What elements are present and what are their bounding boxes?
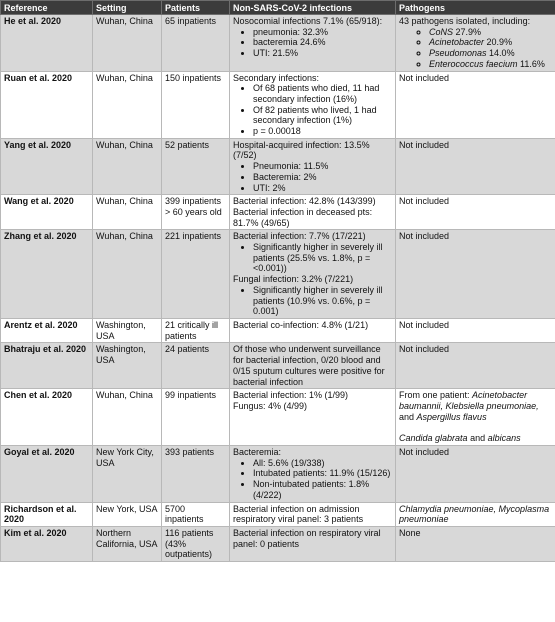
table-row (1, 230, 555, 319)
spacer (399, 422, 552, 433)
reference-cell: Richardson et al. 2020 (1, 502, 93, 526)
pathogens-conjunction: and (399, 411, 417, 422)
list-item: • Significantly higher in severely ill patients (25.5% vs. 1.8%, p = <0.001)) (253, 242, 392, 274)
header-infections: Non-SARS-CoV-2 infections (230, 1, 396, 15)
setting-cell: Wuhan, China (93, 71, 162, 138)
reference-cell: Arentz et al. 2020 (1, 318, 93, 342)
pathogens-line (399, 433, 552, 444)
pathogens-conjunction: and (467, 433, 488, 444)
reference-cell: Ruan et al. 2020 (1, 71, 93, 138)
pathogen-name: Pseudomonas (429, 48, 487, 59)
setting-cell: Northern California, USA (93, 526, 162, 561)
pathogens-intro: 43 pathogens isolated, including: (399, 16, 531, 26)
pathogen-pct: 20.9% (484, 37, 513, 48)
infections-line: Bacterial infection: 1% (1/99) (233, 390, 349, 401)
reference-cell: Goyal et al. 2020 (1, 446, 93, 503)
patients-cell: 5700 inpatients (162, 502, 230, 526)
infections-cell (230, 230, 396, 319)
infections-cell (230, 71, 396, 138)
list-item: • Of 82 patients who lived, 1 had secondary infection (1%) (253, 105, 392, 126)
pathogens-cell: Not included (396, 343, 555, 389)
infections-cell: Bacterial infection on respiratory viral panel: 0 patients (230, 526, 396, 561)
infections-intro: Bacterial infection: 7.7% (17/221) (233, 231, 366, 242)
patients-cell: 150 inpatients (162, 71, 230, 138)
pathogens-cell: Not included (396, 446, 555, 503)
pathogens-cell: None (396, 526, 555, 561)
pathogens-cell: Not included (396, 318, 555, 342)
list-item: • Of 68 patients who died, 11 had secondary infection (16%) (253, 83, 392, 104)
infections-cell (230, 15, 396, 72)
infections-line: Bacterial infection: 42.8% (143/399) (233, 196, 376, 207)
pathogens-list (399, 27, 552, 70)
list-item: • bacteremia 24.6% (253, 37, 392, 48)
table-row (1, 15, 555, 72)
infections-intro: Hospital-acquired infection: 13.5% (7/52) (233, 139, 370, 161)
infections-cell: Bacterial co-infection: 4.8% (1/21) (230, 318, 396, 342)
pathogen-name: CoNS (429, 26, 454, 37)
infections-line: Fungus: 4% (4/99) (233, 400, 308, 411)
setting-cell: Washington, USA (93, 343, 162, 389)
pathogens-line (399, 390, 552, 422)
reference-cell: Chen et al. 2020 (1, 389, 93, 446)
header-reference: Reference (1, 1, 93, 15)
pathogens-cell: Not included (396, 71, 555, 138)
list-item (429, 37, 552, 48)
list-item: • All: 5.6% (19/338) (253, 458, 392, 469)
header-patients: Patients (162, 1, 230, 15)
infections-intro: Secondary infections: (233, 72, 320, 83)
patients-cell: 21 critically ill patients (162, 318, 230, 342)
table-row (1, 318, 555, 342)
setting-cell: Wuhan, China (93, 138, 162, 195)
pathogens-cell: Not included (396, 230, 555, 319)
table-row (1, 138, 555, 195)
list-item (429, 27, 552, 38)
patients-cell: 393 patients (162, 446, 230, 503)
infections-cell (230, 138, 396, 195)
setting-cell: Wuhan, China (93, 389, 162, 446)
list-item (429, 59, 552, 70)
table-row (1, 526, 555, 561)
table-row (1, 343, 555, 389)
infections-intro: Fungal infection: 3.2% (7/221) (233, 274, 354, 285)
list-item: • Pneumonia: 11.5% (253, 161, 392, 172)
reference-cell: Yang et al. 2020 (1, 138, 93, 195)
list-item: • Bacteremia: 2% (253, 172, 392, 183)
pathogen-name: Enterococcus faecium (429, 58, 518, 69)
pathogen-names: Aspergillus flavus (416, 411, 487, 422)
infections-cell: Bacterial infection on admission respiratory viral panel: 3 patients (230, 502, 396, 526)
pathogen-names: albicans (487, 433, 521, 444)
list-item: • Significantly higher in severely ill patients (10.9% vs. 0.6%, p = 0.001) (253, 285, 392, 317)
reference-cell: He et al. 2020 (1, 15, 93, 72)
list-item (429, 48, 552, 59)
list-item: • Intubated patients: 11.9% (15/126) (253, 468, 392, 479)
pathogens-cell (396, 389, 555, 446)
infections-cell (230, 389, 396, 446)
infections-list (233, 27, 392, 59)
setting-cell: Washington, USA (93, 318, 162, 342)
patients-cell: 221 inpatients (162, 230, 230, 319)
pathogen-pct: 11.6% (517, 58, 545, 69)
pathogens-cell: Not included (396, 195, 555, 230)
infections-cell: Of those who underwent surveillance for bacterial infection, 0/20 blood and 0/15 sputum cultures were positive for bacterial infection (230, 343, 396, 389)
pathogen-name: Acinetobacter (429, 37, 485, 48)
infections-list (233, 242, 392, 274)
infections-list (233, 458, 392, 501)
reference-cell: Kim et al. 2020 (1, 526, 93, 561)
pathogens-cell (396, 15, 555, 72)
list-item: • pneumonia: 32.3% (253, 27, 392, 38)
patients-cell: 116 patients (43% outpatients) (162, 526, 230, 561)
infections-line: Bacterial infection in deceased pts: 81.7% (49/65) (233, 206, 373, 228)
infections-cell (230, 446, 396, 503)
pathogen-pct: 27.9% (453, 26, 482, 37)
infections-intro: Nosocomial infections 7.1% (65/918): (233, 16, 383, 26)
header-setting: Setting (93, 1, 162, 15)
list-item: • Non-intubated patients: 1.8% (4/222) (253, 479, 392, 500)
table-row (1, 195, 555, 230)
patients-cell: 65 inpatients (162, 15, 230, 72)
header-pathogens: Pathogens (396, 1, 555, 15)
list-item: • UTI: 2% (253, 183, 392, 194)
setting-cell: New York, USA (93, 502, 162, 526)
list-item: • UTI: 21.5% (253, 48, 392, 59)
patients-cell: 24 patients (162, 343, 230, 389)
reference-cell: Zhang et al. 2020 (1, 230, 93, 319)
reference-cell: Wang et al. 2020 (1, 195, 93, 230)
setting-cell: Wuhan, China (93, 230, 162, 319)
list-item: • p = 0.00018 (253, 126, 392, 137)
pathogen-names: Acinetobacter baumannii, Klebsiella pneumoniae, (399, 390, 539, 411)
setting-cell: Wuhan, China (93, 195, 162, 230)
pathogens-cell: Not included (396, 138, 555, 195)
table-row (1, 71, 555, 138)
infections-list (233, 83, 392, 137)
infections-list (233, 285, 392, 317)
patients-cell: 399 inpatients > 60 years old (162, 195, 230, 230)
pathogen-pct: 14.0% (486, 48, 515, 59)
table-row (1, 446, 555, 503)
table-row (1, 502, 555, 526)
table-row (1, 389, 555, 446)
infections-cell (230, 195, 396, 230)
pathogens-cell: Chlamydia pneumoniae, Mycoplasma pneumoniae (396, 502, 555, 526)
patients-cell: 99 inpatients (162, 389, 230, 446)
setting-cell: Wuhan, China (93, 15, 162, 72)
patients-cell: 52 patients (162, 138, 230, 195)
reference-cell: Bhatraju et al. 2020 (1, 343, 93, 389)
header-row (1, 1, 555, 15)
pathogens-prefix: From one patient: (399, 390, 473, 401)
infections-list (233, 161, 392, 193)
setting-cell: New York City, USA (93, 446, 162, 503)
infections-intro: Bacteremia: (233, 447, 282, 458)
pathogen-names: Candida glabrata (399, 433, 468, 444)
